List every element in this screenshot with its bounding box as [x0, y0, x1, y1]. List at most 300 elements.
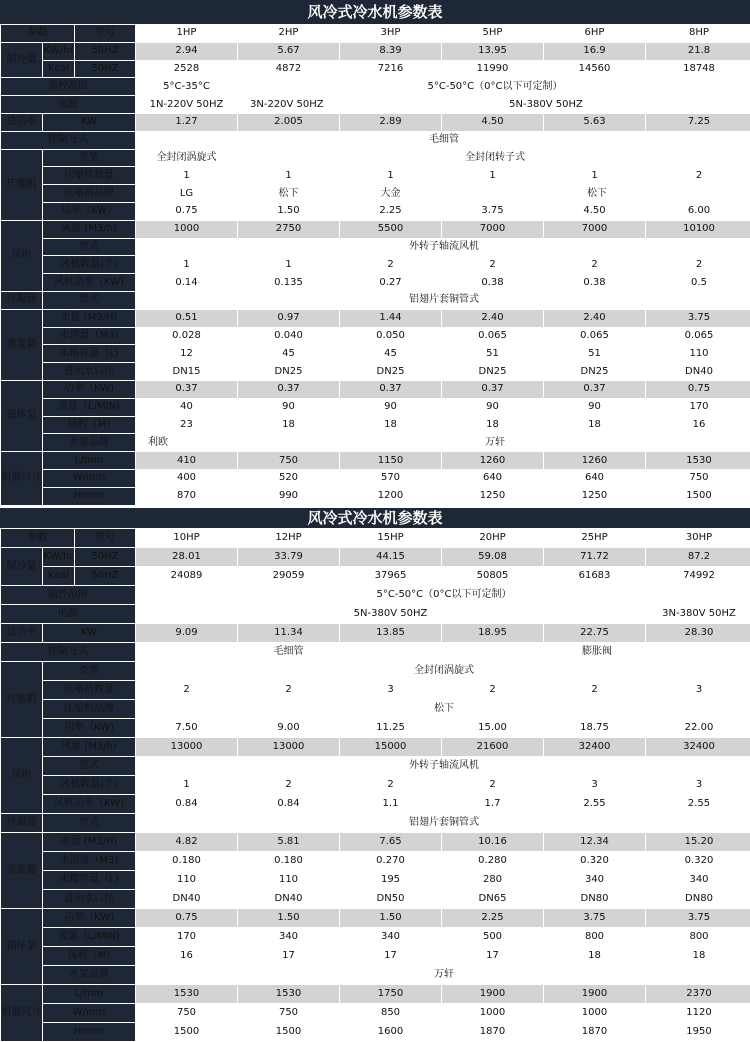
- param-label: 压缩机品牌: [43, 185, 136, 203]
- value-cell: 1950: [646, 1023, 750, 1042]
- param-label: 型式: [43, 238, 136, 256]
- value-cell: 24089: [136, 567, 238, 586]
- value-cell: 750: [136, 1004, 238, 1023]
- value-cell: 1530: [136, 985, 238, 1004]
- model-header: 20HP: [442, 529, 544, 548]
- value-cell: 16: [646, 416, 750, 434]
- value-cell: 0.27: [340, 274, 442, 292]
- value-cell: 16.9: [544, 42, 646, 60]
- model-header: 1HP: [136, 25, 238, 43]
- value-cell: 2.005: [238, 113, 340, 131]
- value-cell: DN65: [442, 890, 544, 909]
- param-label: 功率（KW）: [43, 202, 136, 220]
- param-label: W/mm: [43, 1004, 136, 1023]
- spec-grid: [0, 24, 750, 506]
- param-label: 水箱容量（L): [43, 345, 136, 363]
- value-cell: 2: [646, 167, 750, 185]
- value-cell: 5°C-50°C（0°C以下可定制）: [136, 586, 750, 605]
- value-cell: 17: [238, 947, 340, 966]
- value-cell: 0.5: [646, 274, 750, 292]
- value-cell: 0.270: [340, 852, 442, 871]
- model-header: 12HP: [238, 529, 340, 548]
- value-cell: DN80: [544, 890, 646, 909]
- value-cell: 1.50: [340, 909, 442, 928]
- value-cell: 1530: [646, 452, 750, 470]
- value-cell: 990: [238, 487, 340, 505]
- value-cell: 3: [340, 681, 442, 700]
- value-cell: 13.85: [340, 624, 442, 643]
- value-cell: 0.37: [544, 380, 646, 398]
- value-cell: 0.75: [136, 909, 238, 928]
- value-cell: 15.00: [442, 719, 544, 738]
- param-label: Kcal: [43, 567, 75, 586]
- value-cell: 1120: [646, 1004, 750, 1023]
- param-label: 压缩机数量: [43, 681, 136, 700]
- value-cell: 0.37: [238, 380, 340, 398]
- value-cell: 1.7: [442, 795, 544, 814]
- value-cell: DN25: [544, 363, 646, 381]
- param-label: 流量（L/MIN): [43, 928, 136, 947]
- value-cell: 0.75: [136, 202, 238, 220]
- param-label: 功率（KW): [43, 909, 136, 928]
- model-header: 30HP: [646, 529, 750, 548]
- param-label: W/mm: [43, 469, 136, 487]
- param-label: 水泵品牌: [43, 966, 136, 985]
- value-cell: 1000: [544, 1004, 646, 1023]
- value-cell: 280: [442, 871, 544, 890]
- value-cell: 16: [136, 947, 238, 966]
- value-cell: 9.00: [238, 719, 340, 738]
- value-cell: 2.55: [646, 795, 750, 814]
- param-label: 水泵品牌: [43, 434, 136, 452]
- value-cell: 1: [136, 776, 238, 795]
- value-cell: 44.15: [340, 548, 442, 567]
- value-cell: DN25: [340, 363, 442, 381]
- group-label: 机器尺寸: [1, 452, 43, 505]
- param-label: 电源: [1, 605, 136, 624]
- value-cell: 18: [442, 416, 544, 434]
- value-cell: 3.75: [544, 909, 646, 928]
- value-cell: 2528: [136, 60, 238, 78]
- value-cell: 11.34: [238, 624, 340, 643]
- value-cell: 1.44: [340, 309, 442, 327]
- value-cell: 0.37: [136, 380, 238, 398]
- value-cell: 750: [238, 452, 340, 470]
- value-cell: 195: [340, 871, 442, 890]
- group-label: 制冷量: [1, 548, 43, 586]
- value-cell: 28.30: [646, 624, 750, 643]
- value-cell: 毛细管: [136, 131, 750, 149]
- value-cell: 1500: [136, 1023, 238, 1042]
- param-label: 控制方式: [1, 131, 136, 149]
- param-label: 型式: [43, 757, 136, 776]
- value-cell: 18.75: [544, 719, 646, 738]
- value-cell: 18748: [646, 60, 750, 78]
- value-cell: 0.37: [340, 380, 442, 398]
- value-cell: 2.89: [340, 113, 442, 131]
- header-param: 参数: [1, 25, 75, 43]
- value-cell: 1.27: [136, 113, 238, 131]
- value-cell: 1: [442, 167, 544, 185]
- value-cell: 2.55: [544, 795, 646, 814]
- value-cell: 2.40: [544, 309, 646, 327]
- value-cell: 340: [544, 871, 646, 890]
- value-cell: 0.84: [136, 795, 238, 814]
- param-label: 温控范围: [1, 586, 136, 605]
- value-cell: 640: [442, 469, 544, 487]
- unit-label: 50HZ: [75, 548, 136, 567]
- param-label: 风机数量(个): [43, 776, 136, 795]
- unit-label: 50HZ: [75, 42, 136, 60]
- header-model: 型号: [75, 25, 136, 43]
- model-header: 15HP: [340, 529, 442, 548]
- header-model: 型号: [75, 529, 136, 548]
- value-cell: 90: [544, 398, 646, 416]
- value-cell: 2: [340, 256, 442, 274]
- value-cell: 15.20: [646, 833, 750, 852]
- group-label: 蒸发器: [1, 309, 43, 380]
- param-label: KW: [43, 113, 136, 131]
- value-cell: 4.50: [442, 113, 544, 131]
- value-cell: 18: [238, 416, 340, 434]
- value-cell: 1: [238, 256, 340, 274]
- value-cell: 13000: [238, 738, 340, 757]
- group-label: 压缩机: [1, 662, 43, 738]
- value-cell: 0.320: [544, 852, 646, 871]
- value-cell: 29059: [238, 567, 340, 586]
- value-cell: 0.065: [544, 327, 646, 345]
- group-label: 总功率: [1, 113, 43, 131]
- value-cell: 2: [238, 776, 340, 795]
- value-cell: 1: [238, 167, 340, 185]
- value-cell: 7000: [442, 220, 544, 238]
- value-cell: 1250: [442, 487, 544, 505]
- value-cell: 2: [340, 776, 442, 795]
- value-cell: 9.09: [136, 624, 238, 643]
- group-label: 风机: [1, 220, 43, 291]
- value-cell: 17: [340, 947, 442, 966]
- value-cell: 87.2: [646, 548, 750, 567]
- value-cell: 12.34: [544, 833, 646, 852]
- value-cell: 110: [238, 871, 340, 890]
- value-cell: 0.040: [238, 327, 340, 345]
- value-cell: 1900: [544, 985, 646, 1004]
- value-cell: 59.08: [442, 548, 544, 567]
- value-cell: 外转子轴流风机: [136, 238, 750, 256]
- value-cell: 6.00: [646, 202, 750, 220]
- model-header: 25HP: [544, 529, 646, 548]
- value-cell: 32400: [646, 738, 750, 757]
- value-cell: 0.38: [442, 274, 544, 292]
- value-cell: 全封闭涡旋式: [136, 662, 750, 681]
- value-cell: 2: [136, 681, 238, 700]
- value-cell: 0.065: [442, 327, 544, 345]
- param-label: 风机数量(个): [43, 256, 136, 274]
- value-cell: DN40: [238, 890, 340, 909]
- value-cell: 2: [238, 681, 340, 700]
- value-cell: DN25: [442, 363, 544, 381]
- value-cell: 1260: [544, 452, 646, 470]
- param-label: L/mm: [43, 452, 136, 470]
- table-title: 风冷式冷水机参数表: [0, 508, 750, 528]
- value-cell: 11990: [442, 60, 544, 78]
- group-label: 冷凝器: [1, 814, 43, 833]
- value-cell: 0.97: [238, 309, 340, 327]
- param-label: 风量 (M3/h): [43, 220, 136, 238]
- value-cell: 0.180: [238, 852, 340, 871]
- value-cell: 10100: [646, 220, 750, 238]
- value-cell: 410: [136, 452, 238, 470]
- value-cell: 3N-380V 50HZ: [646, 605, 750, 624]
- unit-label: 50HZ: [75, 60, 136, 78]
- unit-label: 50HZ: [75, 567, 136, 586]
- value-cell: 18: [544, 416, 646, 434]
- value-cell: 23: [136, 416, 238, 434]
- param-label: 温控范围: [1, 78, 136, 96]
- value-cell: 28.01: [136, 548, 238, 567]
- param-label: 进出水口径: [43, 890, 136, 909]
- value-cell: 32400: [544, 738, 646, 757]
- param-label: 流量（L/MIN): [43, 398, 136, 416]
- value-cell: 90: [340, 398, 442, 416]
- value-cell: 5.63: [544, 113, 646, 131]
- value-cell: 2: [442, 256, 544, 274]
- value-cell: 1: [340, 167, 442, 185]
- value-cell: 0.38: [544, 274, 646, 292]
- param-label: 压缩机数量: [43, 167, 136, 185]
- value-cell: DN25: [238, 363, 340, 381]
- value-cell: 0.75: [646, 380, 750, 398]
- value-cell: 7000: [544, 220, 646, 238]
- value-cell: LG: [136, 185, 238, 203]
- value-cell: 0.51: [136, 309, 238, 327]
- param-label: KW/hr: [43, 42, 75, 60]
- value-cell: 3.75: [646, 309, 750, 327]
- value-cell: 0.320: [646, 852, 750, 871]
- value-cell: 4872: [238, 60, 340, 78]
- value-cell: 4.50: [544, 202, 646, 220]
- value-cell: 5500: [340, 220, 442, 238]
- value-cell: 3.75: [442, 202, 544, 220]
- param-label: 类型: [43, 662, 136, 681]
- model-header: 2HP: [238, 25, 340, 43]
- value-cell: 17: [442, 947, 544, 966]
- value-cell: 340: [646, 871, 750, 890]
- value-cell: 13000: [136, 738, 238, 757]
- value-cell: 1870: [442, 1023, 544, 1042]
- value-cell: 利欧: [136, 434, 238, 452]
- group-label: 冷凝器: [1, 291, 43, 309]
- group-label: 压缩机: [1, 149, 43, 220]
- value-cell: 万轩: [136, 966, 750, 985]
- value-cell: DN40: [136, 890, 238, 909]
- param-label: 水溶量（M3): [43, 327, 136, 345]
- value-cell: 1500: [238, 1023, 340, 1042]
- value-cell: 松下: [442, 185, 750, 203]
- param-label: L/mm: [43, 985, 136, 1004]
- group-label: 制冷量: [1, 42, 43, 78]
- value-cell: 1150: [340, 452, 442, 470]
- param-label: 水箱容量（L): [43, 871, 136, 890]
- value-cell: 1.1: [340, 795, 442, 814]
- value-cell: 松下: [136, 700, 750, 719]
- value-cell: 12: [136, 345, 238, 363]
- value-cell: 74992: [646, 567, 750, 586]
- value-cell: 铝翅片套铜管式: [136, 291, 750, 309]
- value-cell: 40: [136, 398, 238, 416]
- value-cell: 71.72: [544, 548, 646, 567]
- model-header: 8HP: [646, 25, 750, 43]
- value-cell: 膨胀阀: [442, 643, 750, 662]
- param-label: 水溶量（M3): [43, 852, 136, 871]
- param-label: KW/hr: [43, 548, 75, 567]
- value-cell: 37965: [340, 567, 442, 586]
- spec-grid: [0, 528, 750, 1042]
- param-label: 控制方式: [1, 643, 136, 662]
- value-cell: 1260: [442, 452, 544, 470]
- value-cell: 2370: [646, 985, 750, 1004]
- value-cell: DN40: [646, 363, 750, 381]
- value-cell: 0.050: [340, 327, 442, 345]
- param-label: 风机功率（KW): [43, 795, 136, 814]
- param-label: 类型: [43, 149, 136, 167]
- value-cell: 870: [136, 487, 238, 505]
- value-cell: 11.25: [340, 719, 442, 738]
- param-label: Kcal: [43, 60, 75, 78]
- value-cell: 5.81: [238, 833, 340, 852]
- param-label: 扬程（M): [43, 947, 136, 966]
- value-cell: 22.00: [646, 719, 750, 738]
- param-label: 功率（KW): [43, 380, 136, 398]
- header-param: 参数: [1, 529, 75, 548]
- value-cell: 外转子轴流风机: [136, 757, 750, 776]
- value-cell: 51: [442, 345, 544, 363]
- param-label: 电源: [1, 96, 136, 114]
- value-cell: 0.180: [136, 852, 238, 871]
- value-cell: 大金: [340, 185, 442, 203]
- value-cell: 5°C-50°C（0°C以下可定制）: [238, 78, 750, 96]
- value-cell: 800: [646, 928, 750, 947]
- value-cell: 340: [238, 928, 340, 947]
- value-cell: 800: [544, 928, 646, 947]
- value-cell: 110: [646, 345, 750, 363]
- value-cell: 5.67: [238, 42, 340, 60]
- group-label: 风机: [1, 738, 43, 814]
- value-cell: 5N-380V 50HZ: [136, 605, 646, 624]
- param-label: 型式: [43, 814, 136, 833]
- value-cell: 21.8: [646, 42, 750, 60]
- value-cell: 松下: [238, 185, 340, 203]
- value-cell: 1500: [646, 487, 750, 505]
- param-label: 压缩机品牌: [43, 700, 136, 719]
- value-cell: DN80: [646, 890, 750, 909]
- value-cell: 2: [442, 681, 544, 700]
- value-cell: 21600: [442, 738, 544, 757]
- value-cell: DN50: [340, 890, 442, 909]
- value-cell: 8.39: [340, 42, 442, 60]
- value-cell: 1900: [442, 985, 544, 1004]
- value-cell: 45: [340, 345, 442, 363]
- value-cell: 7.50: [136, 719, 238, 738]
- value-cell: 14560: [544, 60, 646, 78]
- value-cell: 2: [442, 776, 544, 795]
- spec-table-bottom: [0, 508, 750, 1042]
- value-cell: 50805: [442, 567, 544, 586]
- group-label: 循环泵: [1, 380, 43, 451]
- value-cell: 1530: [238, 985, 340, 1004]
- value-cell: 2.94: [136, 42, 238, 60]
- param-label: 风量 (M3/h): [43, 738, 136, 757]
- param-label: 水量 (M3/H): [43, 833, 136, 852]
- param-label: 型式: [43, 291, 136, 309]
- value-cell: 45: [238, 345, 340, 363]
- value-cell: 0.14: [136, 274, 238, 292]
- model-header: 6HP: [544, 25, 646, 43]
- table-title: 风冷式冷水机参数表: [0, 0, 750, 24]
- value-cell: 2: [646, 256, 750, 274]
- value-cell: 全封闭转子式: [238, 149, 750, 167]
- value-cell: 7.65: [340, 833, 442, 852]
- spec-table-top: [0, 0, 750, 506]
- value-cell: 170: [136, 928, 238, 947]
- value-cell: 18: [646, 947, 750, 966]
- value-cell: 铝翅片套铜管式: [136, 814, 750, 833]
- value-cell: 13.95: [442, 42, 544, 60]
- value-cell: 7216: [340, 60, 442, 78]
- value-cell: 5N-380V 50HZ: [340, 96, 750, 114]
- value-cell: 0.37: [442, 380, 544, 398]
- value-cell: 1000: [136, 220, 238, 238]
- value-cell: 5°C-35°C: [136, 78, 238, 96]
- value-cell: 3: [646, 776, 750, 795]
- value-cell: 170: [646, 398, 750, 416]
- value-cell: 全封闭涡旋式: [136, 149, 238, 167]
- param-label: H/mm: [43, 1023, 136, 1042]
- value-cell: 2.25: [340, 202, 442, 220]
- value-cell: 2.25: [442, 909, 544, 928]
- value-cell: 1000: [442, 1004, 544, 1023]
- value-cell: 3.75: [646, 909, 750, 928]
- group-label: 蒸发器: [1, 833, 43, 909]
- value-cell: 18: [544, 947, 646, 966]
- value-cell: 18: [340, 416, 442, 434]
- value-cell: 1600: [340, 1023, 442, 1042]
- value-cell: 3: [646, 681, 750, 700]
- value-cell: 640: [544, 469, 646, 487]
- value-cell: DN15: [136, 363, 238, 381]
- value-cell: 520: [238, 469, 340, 487]
- value-cell: 1200: [340, 487, 442, 505]
- value-cell: 750: [238, 1004, 340, 1023]
- value-cell: 1250: [544, 487, 646, 505]
- param-label: KW: [43, 624, 136, 643]
- value-cell: 万轩: [238, 434, 750, 452]
- value-cell: 1: [136, 167, 238, 185]
- value-cell: 22.75: [544, 624, 646, 643]
- model-header: 3HP: [340, 25, 442, 43]
- value-cell: 51: [544, 345, 646, 363]
- param-label: 进出水口径: [43, 363, 136, 381]
- value-cell: 0.280: [442, 852, 544, 871]
- value-cell: 2.40: [442, 309, 544, 327]
- param-label: 功率（KW): [43, 719, 136, 738]
- value-cell: 61683: [544, 567, 646, 586]
- value-cell: 1.50: [238, 909, 340, 928]
- value-cell: 18.95: [442, 624, 544, 643]
- value-cell: 1750: [340, 985, 442, 1004]
- model-header: 10HP: [136, 529, 238, 548]
- value-cell: 850: [340, 1004, 442, 1023]
